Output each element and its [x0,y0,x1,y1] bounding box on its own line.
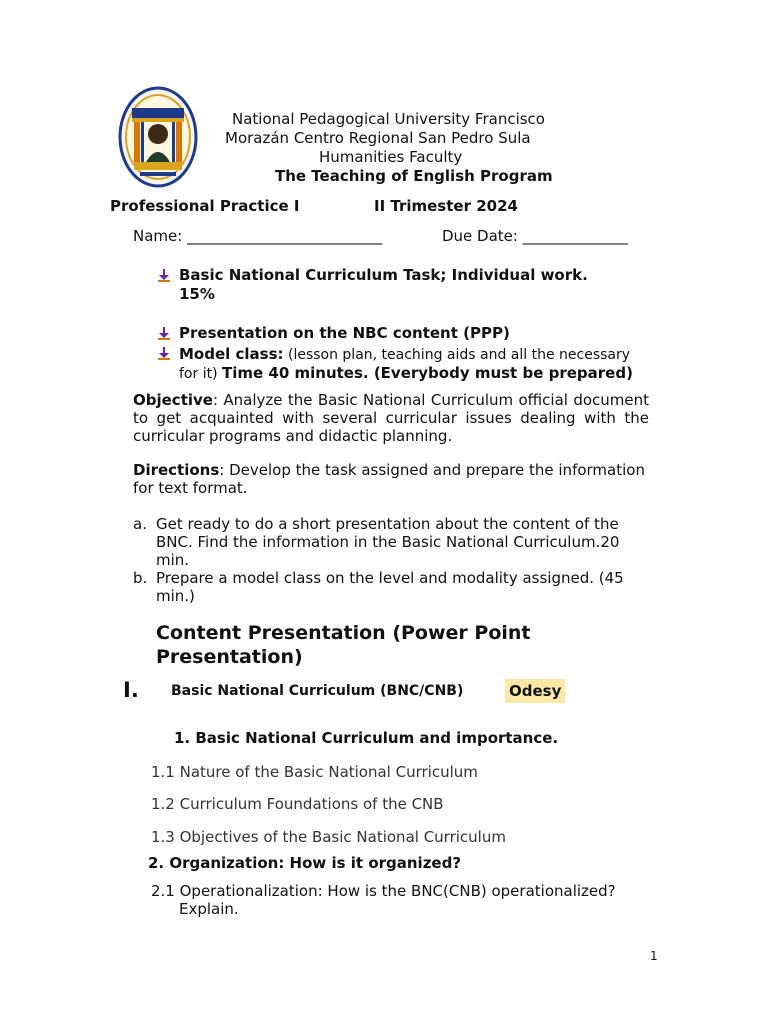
item-1-2: 1.2 Curriculum Foundations of the CNB [151,795,444,813]
university-name-line1: National Pedagogical University Francisco [232,110,545,128]
directions-label: Directions [133,461,220,479]
item-2-1-line1: 2.1 Operationalization: How is the BNC(CNB) operationalized? [151,882,616,900]
arrow-bullet-icon [157,326,171,340]
arrow-bullet-icon [157,268,171,282]
task-item-3-text-2: for it) [179,366,222,382]
course-term: II Trimester 2024 [374,197,518,215]
list-item-a-line1: Get ready to do a short presentation about the content of the [156,515,619,533]
objective-paragraph [133,391,649,445]
assignee-highlight: Odesy [505,679,565,703]
directions-text: : Develop the task assigned and prepare the information for text format. [133,461,645,497]
task-item-3-time: Time 40 minutes. (Everybody must be prepared) [222,364,633,382]
list-item-a-line3: min. [156,551,190,569]
item-2-1-line2: Explain. [179,900,239,918]
university-name-line2: Morazán Centro Regional San Pedro Sula [225,129,531,147]
task-item-1-percent: 15% [179,285,215,303]
list-marker-a: a. [133,515,147,533]
section-heading-line1: Content Presentation (Power Point [156,622,531,644]
name-field-label: Name: __________________________ [133,227,383,245]
list-marker-b: b. [133,569,148,587]
section-numeral: I. [123,678,139,702]
task-item-3-label: Model class: [179,345,284,363]
item-1-1: 1.1 Nature of the Basic National Curriculum [151,763,478,781]
page-number: 1 [650,949,658,963]
program-name: The Teaching of English Program [275,167,553,185]
faculty-name: Humanities Faculty [319,148,463,166]
course-name: Professional Practice I [110,197,300,215]
list-item-a-line2: BNC. Find the information in the Basic National Curriculum.20 [156,533,620,551]
list-item-b-line1: Prepare a model class on the level and modality assigned. (45 [156,569,624,587]
due-date-field-label: Due Date: ______________ [442,227,628,245]
objective-label: Objective [133,391,213,409]
task-item-3 [179,344,630,364]
section-heading-line2: Presentation) [156,646,303,668]
list-item-b-line2: min.) [156,587,195,605]
section-title: Basic National Curriculum (BNC/CNB) [171,683,464,699]
objective-text: : Analyze the Basic National Curriculum official document to get acquainted with several curricular issues dealing with the curricular programs and didactic planning. [133,391,649,445]
directions-paragraph [133,461,649,497]
task-item-3-text: (lesson plan, teaching aids and all the necessary [283,347,631,363]
task-item-1: Basic National Curriculum Task; Individual work. [179,266,588,284]
arrow-bullet-icon [157,346,171,360]
item-1-3: 1.3 Objectives of the Basic National Curriculum [151,828,506,846]
university-seal-logo [118,86,198,188]
item-1-heading: 1. Basic National Curriculum and importance. [174,729,559,747]
item-2-heading: 2. Organization: How is it organized? [148,854,462,872]
task-item-2: Presentation on the NBC content (PPP) [179,324,510,342]
task-item-3-continuation [179,363,633,383]
